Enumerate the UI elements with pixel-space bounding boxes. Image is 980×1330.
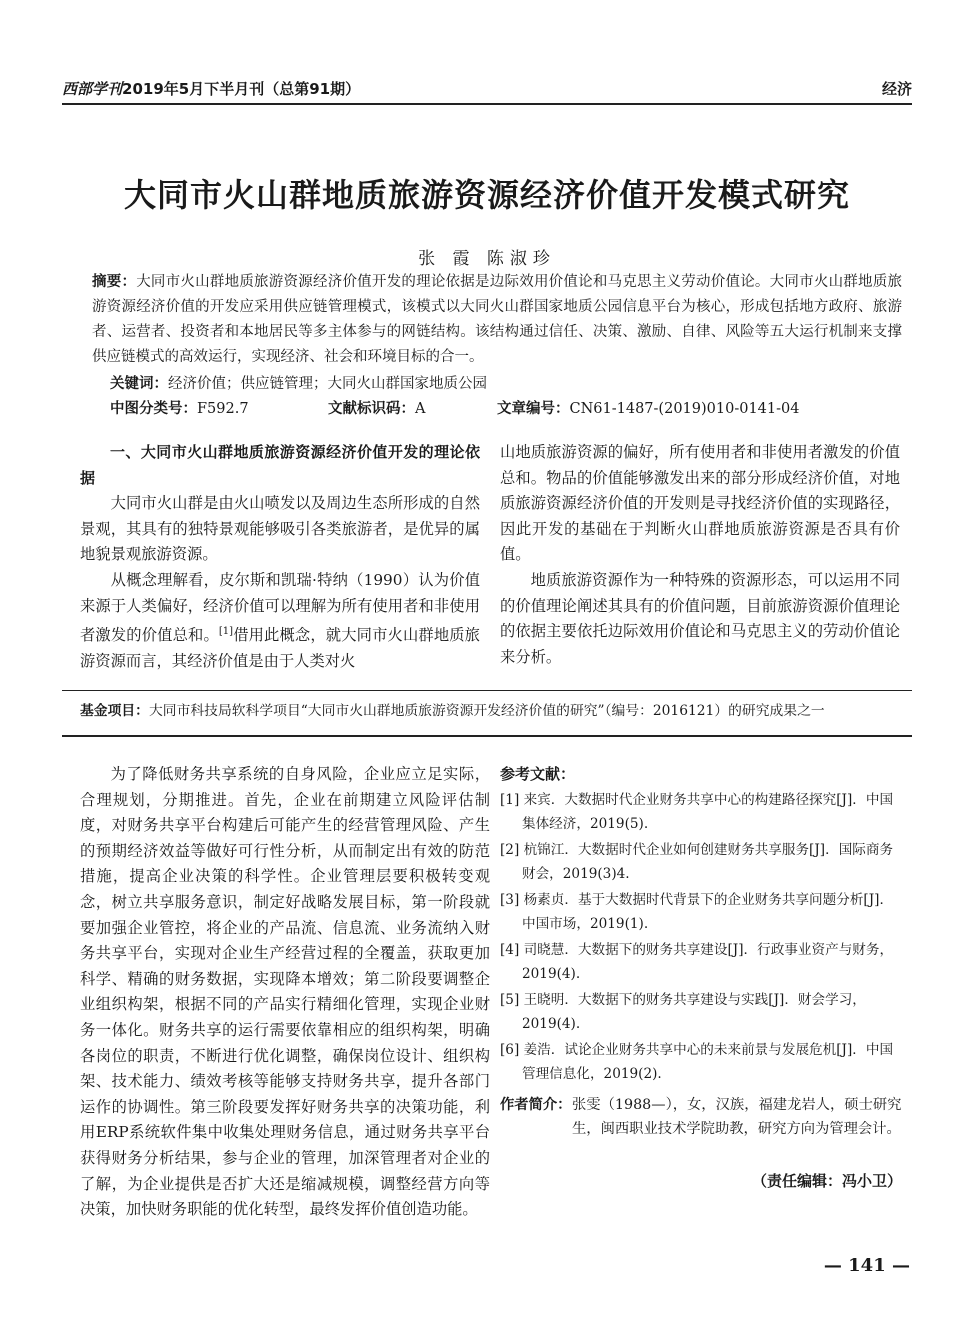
author-bio xyxy=(500,1093,905,1141)
page-break-rule xyxy=(62,735,912,737)
section1-left-column xyxy=(80,440,480,674)
issue-info: 2019年5月下半月刊（总第91期） xyxy=(122,80,361,98)
references-title: 参考文献： xyxy=(500,765,576,783)
article-authors: 张 霞 陈淑珍 xyxy=(418,249,556,269)
keywords-label: 关键词： xyxy=(110,376,168,392)
abstract-text: 大同市火山群地质旅游资源经济价值开发的理论依据是边际效用价值论和马克思主义劳动价值论。大同市火山群地质旅游资源经济价值的开发应采用供应链管理模式，该模式以大同火山群国家地质公园信息平台为核心，形成包括地方政府、旅游者、运营者、投资者和本地居民等多主体参与的网链结构。该结构通过信任、决策、激励、自律、风险等五大运行机制来支撑供应链模式的高效运行，实现经济、社会和环境目标的合一。 xyxy=(92,274,903,365)
abstract-label: 摘要： xyxy=(92,274,137,290)
section1-paragraph-4: 地质旅游资源作为一种特殊的资源形态，可以运用不同的价值理论阐述其具有的价值问题，目前旅游资源价值理论的依据主要依托边际效用价值论和马克思主义的劳动价值论来分析。 xyxy=(500,570,900,666)
section1-right-column xyxy=(500,440,900,670)
fund-text: 大同市科技局软科学项目“大同市火山群地质旅游资源开发经济价值的研究”（编号：2016121）的研究成果之一 xyxy=(148,703,825,719)
author-bio-label: 作者简介： xyxy=(500,1097,572,1113)
page-number: — 141 — xyxy=(823,1255,910,1276)
section1-paragraph-1: 大同市火山群是由火山喷发以及周边生态所形成的自然景观，其具有的独特景观能够吸引各类旅游者，是优异的属地貌景观旅游资源。 xyxy=(80,494,480,564)
section-label: 经济 xyxy=(881,80,912,98)
section1-paragraph-3: 山地质旅游资源的偏好，所有使用者和非使用者激发的价值总和。物品的价值能够激发出来的部分形成经济价值，对地质旅游资源经济价值的开发则是寻找经济价值的实现路径，因此开发的基础在于判断火山群地质旅游资源是否具有价值。 xyxy=(500,443,900,564)
citation-1: [1] xyxy=(218,626,234,638)
doc-code-value: A xyxy=(415,401,426,417)
clc-label: 中图分类号： xyxy=(110,401,197,417)
header-rule xyxy=(62,103,912,105)
journal-issue xyxy=(62,78,360,99)
reference-item: [6] 姜浩．试论企业财务共享中心的未来前景与发展危机[J]．中国管理信息化，2019(2). xyxy=(500,1042,894,1082)
author-bio-text: 张雯（1988—），女，汉族，福建龙岩人，硕士研究生，闽西职业技术学院助教，研究方向为管理会计。 xyxy=(572,1097,902,1137)
section1-heading: 一、大同市火山群地质旅游资源经济价值开发的理论依据 xyxy=(80,443,480,487)
article-meta xyxy=(92,372,902,422)
fund-label: 基金项目： xyxy=(80,703,149,719)
paragraph-2-part-a: 从概念理解看，皮尔斯和凯瑞·特纳（1990）认为价值来源于人类偏好，经济价值可以理解为所有使用者和非使用者激发的价值总和。 xyxy=(80,570,480,645)
footnote-rule xyxy=(62,690,912,691)
section1-paragraph-2 xyxy=(80,568,480,674)
reference-item: [1] 来宾．大数据时代企业财务共享中心的构建路径探究[J]．中国集体经济，2019(5). xyxy=(500,792,894,832)
reference-item: [2] 杭锦江．大数据时代企业如何创建财务共享服务[J]．国际商务财会，2019(3)4. xyxy=(500,842,894,882)
responsible-editor: （责任编辑：冯小卫） xyxy=(751,1172,902,1190)
clc-value: F592.7 xyxy=(197,401,249,417)
reference-item: [5] 王晓明．大数据下的财务共享建设与实践[J]．财会学习，2019(4). xyxy=(500,992,866,1032)
reference-item: [3] 杨素贞．基于大数据时代背景下的企业财务共享问题分析[J]．中国市场，2019(1). xyxy=(500,892,894,932)
references xyxy=(500,762,905,1088)
abstract xyxy=(92,270,902,370)
journal-name: 西部学刊 xyxy=(62,80,123,98)
keywords-text: 经济价值；供应链管理；大同火山群国家地质公园 xyxy=(168,376,487,392)
keywords-row xyxy=(92,372,902,397)
article-number-value: CN61-1487-(2019)010-0141-04 xyxy=(569,401,800,417)
bottom-paragraph: 为了降低财务共享系统的自身风险，企业应立足实际，合理规划，分期推进。首先，企业在前期建立风险评估制度，对财务共享平台构建后可能产生的经营管理风险、产生的预期经济效益等做好可行性分析，从而制定出有效的防范措施，提高企业决策的科学性。企业管理层要积极转变观念，树立共享服务意识，制定好战略发展目标，第一阶段就要加强企业管控，将企业的产品流、信息流、业务流纳入财务共享平台，实现对企业生产经营过程的全覆盖，获取更加科学、精确的财务数据，实现降本增效；第二阶段要调整企业组织构架，根据不同的产品实行精细化管理，实现企业财务一体化。财务共享的运行需要依靠相应的组织构架，明确各岗位的职责，不断进行优化调整，确保岗位设计、组织构架、技术能力、绩效考核等能够支持财务共享，提升各部门运作的协调性。第三阶段要发挥好财务共享的决策功能，利用ERP系统软件集中收集处理财务信息，通过财务共享平台获得财务分析结果，参与企业的管理，加深管理者对企业的了解，为企业提供是否扩大还是缩减规模，调整经营方向等决策，加快财务职能的优化转型，最终发挥价值创造功能。 xyxy=(80,765,490,1219)
paragraph-2-part-b: 借用此概念，就大同市火山群地质旅游资源而言，其经济价值是由于人类对火 xyxy=(80,626,480,670)
article-number-label: 文章编号： xyxy=(497,401,570,417)
running-header xyxy=(62,76,912,102)
fund-note xyxy=(80,699,910,719)
doc-code-label: 文献标识码： xyxy=(328,401,415,417)
article-title: 大同市火山群地质旅游资源经济价值开发模式研究 xyxy=(123,176,850,214)
bottom-left-column xyxy=(80,762,490,1223)
classification-row xyxy=(92,397,902,422)
reference-item: [4] 司晓慧．大数据下的财务共享建设[J]．行政事业资产与财务，2019(4). xyxy=(500,942,894,982)
